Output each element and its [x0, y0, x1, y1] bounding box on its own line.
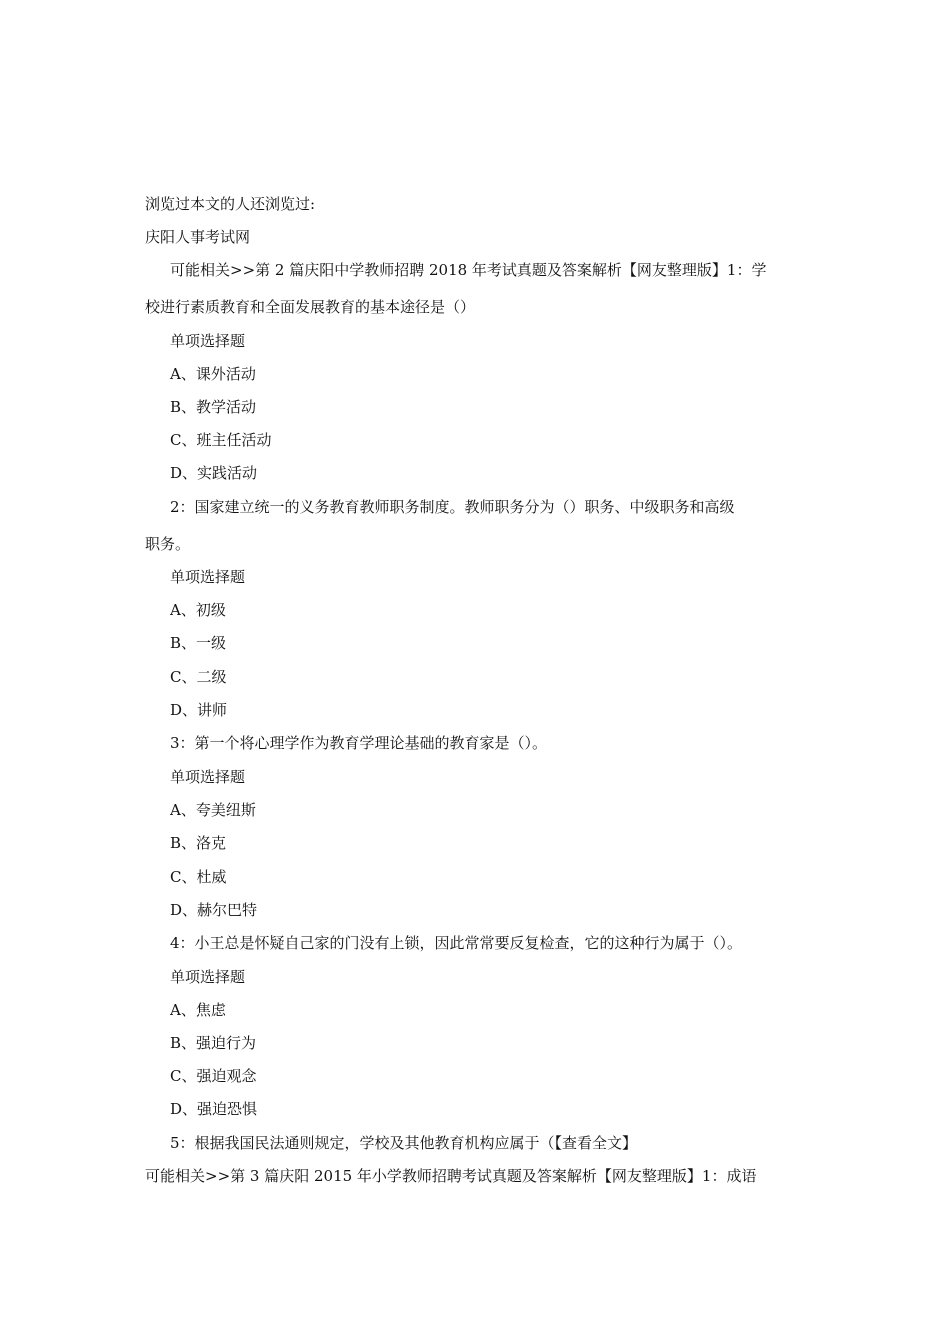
question-4-option-a: A、焦虑	[170, 1001, 226, 1019]
question-3-option-a: A、夸美纽斯	[170, 801, 256, 819]
question-2-option-b: B、一级	[170, 634, 227, 652]
question-4-type: 单项选择题	[170, 968, 246, 986]
question-1-option-c: C、班主任活动	[170, 431, 272, 449]
question-1-option-d: D、实践活动	[170, 464, 258, 482]
question-5-stem-view-full-link[interactable]: 5：根据我国民法通则规定，学校及其他教育机构应属于（【查看全文】	[170, 1134, 638, 1152]
question-4-option-d: D、强迫恐惧	[170, 1100, 258, 1118]
question-2-option-a: A、初级	[170, 601, 226, 619]
question-2-option-c: C、二级	[170, 668, 227, 686]
question-4-option-b: B、强迫行为	[170, 1034, 257, 1052]
question-1-stem: 校进行素质教育和全面发展教育的基本途径是（）	[145, 298, 476, 316]
question-4-stem: 4：小王总是怀疑自己家的门没有上锁，因此常常要反复检查，它的这种行为属于（）。	[170, 934, 743, 952]
question-2-type: 单项选择题	[170, 568, 246, 586]
question-3-type: 单项选择题	[170, 768, 246, 786]
question-2-stem: 2：国家建立统一的义务教育教师职务制度。教师职务分为（）职务、中级职务和高级	[170, 498, 735, 516]
question-3-option-d: D、赫尔巴特	[170, 901, 258, 919]
question-3-stem: 3：第一个将心理学作为教育学理论基础的教育家是（）。	[170, 734, 548, 752]
question-1-option-b: B、教学活动	[170, 398, 257, 416]
question-3-option-b: B、洛克	[170, 834, 227, 852]
related-article-link-2[interactable]: 可能相关>>第 3 篇庆阳 2015 年小学教师招聘考试真题及答案解析【网友整理版】1：成语	[145, 1167, 757, 1185]
question-2-stem-continued: 职务。	[145, 535, 191, 553]
related-article-link-1[interactable]: 可能相关>>第 2 篇庆阳中学教师招聘 2018 年考试真题及答案解析【网友整理版】1：学	[170, 261, 767, 279]
section-heading: 浏览过本文的人还浏览过:	[145, 195, 316, 213]
question-4-option-c: C、强迫观念	[170, 1067, 257, 1085]
question-1-type: 单项选择题	[170, 332, 246, 350]
question-2-option-d: D、讲师	[170, 701, 228, 719]
question-3-option-c: C、杜威	[170, 868, 227, 886]
site-name: 庆阳人事考试网	[145, 228, 251, 246]
question-1-option-a: A、课外活动	[170, 365, 256, 383]
